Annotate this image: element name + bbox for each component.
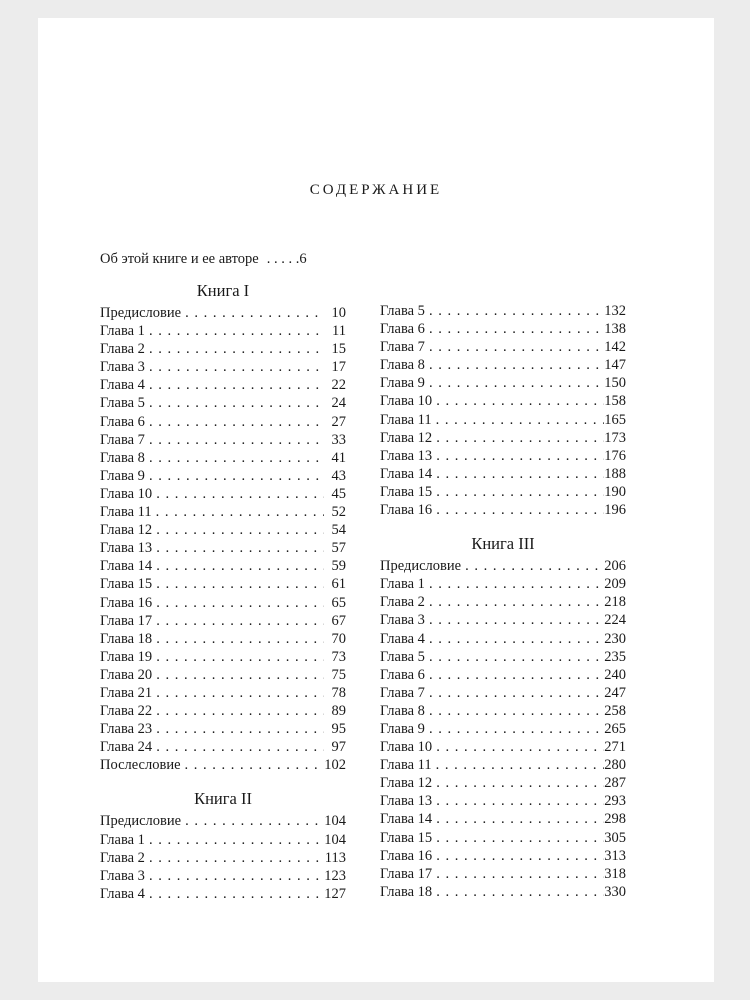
toc-entry-page: 150: [604, 375, 626, 392]
toc-entry[interactable]: [380, 883, 626, 901]
toc-entry-page: 15: [331, 341, 346, 358]
toc-entry-label: Глава 17: [100, 612, 153, 629]
toc-entry-label: Глава 1: [100, 831, 145, 848]
toc-leader-dots: [152, 684, 324, 702]
toc-entry-page: 65: [331, 594, 346, 611]
toc-entry-label: Глава 8: [380, 702, 425, 719]
book-1-title: Книга I: [196, 281, 250, 300]
toc-entry-label: Глава 8: [100, 449, 145, 466]
toc-entry-page: 258: [604, 702, 626, 719]
toc-entry-page: 235: [604, 648, 626, 665]
toc-entry[interactable]: [100, 539, 346, 557]
toc-entry-page: 176: [604, 447, 626, 464]
toc-entry-label: Глава 16: [380, 847, 433, 864]
toc-entry[interactable]: [380, 465, 626, 483]
toc-entry[interactable]: [380, 666, 626, 684]
toc-leader-dots: [425, 356, 604, 374]
toc-entry-label: Глава 11: [100, 504, 152, 521]
toc-leader-dots: [432, 465, 604, 483]
toc-entry-label: Глава 12: [380, 775, 433, 792]
toc-leader-dots: [152, 557, 324, 575]
toc-entry[interactable]: [380, 501, 626, 519]
toc-leader-dots: [432, 774, 604, 792]
toc-entry-page: 123: [324, 867, 346, 884]
toc-entry-page: 224: [604, 612, 626, 629]
toc-entry-page: 43: [331, 467, 346, 484]
toc-entry-page: 287: [604, 775, 626, 792]
toc-entry[interactable]: [100, 503, 346, 521]
toc-entry-page: 78: [331, 684, 346, 701]
toc-leader-dots: [425, 320, 604, 338]
toc-entry-label: Глава 15: [380, 483, 433, 500]
book-2-title: Книга II: [194, 789, 252, 809]
toc-leader-dots: [145, 831, 324, 849]
toc-entry-page: 45: [331, 485, 346, 502]
toc-entry-label: Глава 15: [100, 576, 153, 593]
toc-entry-label: Глава 2: [100, 341, 145, 358]
toc-column-right: [380, 302, 626, 901]
toc-entry[interactable]: [380, 593, 626, 611]
toc-entry[interactable]: [100, 358, 346, 376]
toc-entry-page: 33: [331, 431, 346, 448]
toc-entry-page: 73: [331, 648, 346, 665]
toc-entry-label: Глава 11: [380, 411, 432, 428]
toc-entry-page: 6: [299, 251, 307, 267]
toc-entry-label: Глава 7: [380, 339, 425, 356]
toc-entry[interactable]: [380, 829, 626, 847]
toc-entry-page: 190: [604, 483, 626, 500]
toc-entry-label: Глава 21: [100, 684, 153, 701]
toc-entry-page: 271: [604, 739, 626, 756]
toc-entry-page: 97: [331, 739, 346, 756]
toc-entry-label: Глава 9: [380, 720, 425, 737]
document-page: [38, 18, 714, 982]
toc-leader-dots: [432, 447, 604, 465]
toc-entry-label: Глава 1: [100, 323, 145, 340]
toc-leader-dots: [425, 611, 604, 629]
toc-entry[interactable]: [380, 447, 626, 465]
toc-leader-dots: [145, 431, 324, 449]
toc-entry-label: Глава 13: [380, 447, 433, 464]
toc-leader-dots: [152, 575, 324, 593]
toc-entry-page: 138: [604, 321, 626, 338]
toc-entry-label: Глава 13: [100, 540, 153, 557]
toc-entry[interactable]: [100, 684, 346, 702]
toc-entry-label: Глава 9: [380, 375, 425, 392]
page-title: СОДЕРЖАНИЕ: [309, 182, 443, 198]
toc-entry-label: Глава 19: [100, 648, 153, 665]
toc-entry-page: 75: [331, 666, 346, 683]
toc-entry[interactable]: [100, 612, 346, 630]
toc-entry-page: 313: [604, 847, 626, 864]
toc-entry-label: Глава 10: [380, 393, 433, 410]
toc-entry-page: 17: [331, 359, 346, 376]
toc-entry[interactable]: [100, 812, 346, 830]
toc-entry[interactable]: [380, 611, 626, 629]
toc-entry-label: Глава 15: [380, 829, 433, 846]
toc-entry[interactable]: [380, 756, 626, 774]
book-1-entries: [100, 304, 346, 774]
toc-entry-page: 147: [604, 357, 626, 374]
toc-entry-page: 24: [331, 395, 346, 412]
toc-entry-page: 67: [331, 612, 346, 629]
toc-leader-dots: [425, 302, 604, 320]
toc-leader-dots: [432, 429, 604, 447]
toc-entry-label: Глава 16: [100, 594, 153, 611]
toc-entry-label: Глава 3: [100, 359, 145, 376]
toc-leader-dots: [145, 849, 324, 867]
toc-leader-dots: [152, 702, 324, 720]
toc-entry-label: Глава 18: [380, 883, 433, 900]
toc-entry[interactable]: [380, 557, 626, 575]
toc-entry[interactable]: [100, 594, 346, 612]
toc-entry-label: Глава 2: [380, 594, 425, 611]
toc-entry-label: Глава 3: [100, 867, 145, 884]
toc-entry-page: 142: [604, 339, 626, 356]
toc-entry[interactable]: [380, 302, 626, 320]
toc-entry-page: 113: [324, 849, 346, 866]
toc-entry-label: Глава 6: [380, 321, 425, 338]
toc-leader-dots: [145, 885, 324, 903]
toc-entry-label: Глава 8: [380, 357, 425, 374]
toc-entry[interactable]: [100, 521, 346, 539]
toc-leader-dots: [145, 394, 324, 412]
toc-leader-dots: [432, 829, 604, 847]
toc-entry-page: 230: [604, 630, 626, 647]
toc-entry-label: Глава 23: [100, 721, 153, 738]
toc-entry-label: Глава 11: [380, 757, 432, 774]
toc-entry-intro[interactable]: [100, 250, 350, 268]
toc-entry-label: Послесловие: [100, 757, 181, 774]
toc-entry[interactable]: [100, 413, 346, 431]
toc-entry-label: Глава 13: [380, 793, 433, 810]
toc-entry-label: Глава 5: [380, 648, 425, 665]
toc-entry[interactable]: [100, 849, 346, 867]
toc-entry[interactable]: [380, 429, 626, 447]
toc-entry-label: Глава 7: [100, 431, 145, 448]
toc-entry[interactable]: [100, 376, 346, 394]
toc-entry-label: Предисловие: [100, 813, 182, 830]
toc-entry-label: Глава 5: [100, 395, 145, 412]
toc-entry[interactable]: [380, 392, 626, 410]
toc-entry-label: Предисловие: [100, 305, 182, 321]
toc-leader-dots: [425, 648, 604, 666]
toc-leader-dots: [152, 521, 324, 539]
toc-entry-label: Глава 6: [380, 666, 425, 683]
toc-leader-dots: [432, 392, 604, 410]
toc-entry-label: Глава 12: [380, 429, 433, 446]
toc-entry-label: Глава 4: [100, 377, 145, 394]
toc-entry-page: 22: [331, 377, 346, 394]
toc-entry-label: Глава 4: [380, 630, 425, 647]
toc-entry[interactable]: [380, 374, 626, 392]
toc-leader-dots: [432, 847, 604, 865]
toc-entry[interactable]: [100, 575, 346, 593]
toc-entry-page: 11: [332, 323, 346, 340]
toc-leader-dots: [425, 666, 604, 684]
toc-entry-page: 330: [604, 883, 626, 900]
toc-entry-label: Глава 16: [380, 502, 433, 519]
toc-entry[interactable]: [380, 865, 626, 883]
toc-entry[interactable]: [380, 774, 626, 792]
toc-entry-page: 59: [331, 558, 346, 575]
toc-leader-dots: [425, 702, 604, 720]
toc-entry-label: Глава 22: [100, 703, 153, 720]
toc-leader-dots: [152, 666, 324, 684]
toc-entry-page: 104: [324, 831, 346, 848]
toc-leader-dots: . . . . .: [266, 251, 300, 267]
toc-leader-dots: [432, 810, 604, 828]
toc-entry-label: Глава 1: [380, 576, 425, 593]
toc-entry[interactable]: [380, 847, 626, 865]
toc-leader-dots: [432, 756, 604, 774]
toc-entry-label: Глава 17: [380, 865, 433, 882]
toc-entry-page: 293: [604, 793, 626, 810]
toc-entry-page: 70: [331, 630, 346, 647]
book-3-entries: [380, 557, 626, 901]
toc-leader-dots: [181, 304, 324, 322]
toc-leader-dots: [425, 630, 604, 648]
toc-entry-page: 218: [604, 594, 626, 611]
toc-entry-page: 247: [604, 684, 626, 701]
toc-leader-dots: [432, 411, 604, 429]
toc-entry[interactable]: [380, 720, 626, 738]
toc-entry-page: 158: [604, 393, 626, 410]
toc-leader-dots: [145, 467, 324, 485]
toc-entry[interactable]: [100, 394, 346, 412]
toc-entry-label: Глава 2: [100, 849, 145, 866]
toc-entry-label: Глава 7: [380, 684, 425, 701]
toc-entry[interactable]: [380, 684, 626, 702]
toc-leader-dots: [432, 883, 604, 901]
toc-entry[interactable]: [100, 720, 346, 738]
book-2-entries-part-1: [100, 812, 346, 902]
toc-entry[interactable]: [100, 630, 346, 648]
toc-leader-dots: [145, 340, 324, 358]
toc-entry[interactable]: [100, 467, 346, 485]
toc-entry[interactable]: [100, 831, 346, 849]
toc-entry[interactable]: [100, 304, 346, 322]
toc-entry[interactable]: [380, 411, 626, 429]
toc-entry-label: Глава 3: [380, 612, 425, 629]
toc-entry-page: 165: [604, 411, 626, 428]
toc-entry-page: 102: [324, 757, 346, 774]
toc-entry-label: Глава 24: [100, 739, 153, 756]
toc-leader-dots: [145, 358, 324, 376]
toc-entry-page: 52: [331, 504, 346, 521]
toc-entry[interactable]: [380, 810, 626, 828]
toc-entry[interactable]: [100, 485, 346, 503]
toc-entry[interactable]: [380, 702, 626, 720]
toc-leader-dots: [152, 485, 324, 503]
toc-leader-dots: [425, 684, 604, 702]
toc-leader-dots: [152, 720, 324, 738]
toc-leader-dots: [432, 792, 604, 810]
toc-entry-label: Глава 5: [380, 303, 425, 319]
toc-entry[interactable]: [100, 702, 346, 720]
toc-leader-dots: [425, 575, 604, 593]
toc-entry[interactable]: [100, 431, 346, 449]
toc-leader-dots: [152, 503, 324, 521]
toc-entry[interactable]: [380, 338, 626, 356]
toc-leader-dots: [181, 812, 324, 830]
toc-entry-page: 240: [604, 666, 626, 683]
toc-leader-dots: [145, 867, 324, 885]
toc-entry[interactable]: [380, 792, 626, 810]
toc-leader-dots: [432, 483, 604, 501]
toc-leader-dots: [145, 449, 324, 467]
toc-entry-page: 280: [604, 757, 626, 774]
toc-entry-page: 54: [331, 522, 346, 539]
toc-entry-page: 305: [604, 829, 626, 846]
toc-entry-page: 298: [604, 811, 626, 828]
toc-column-left: [100, 280, 346, 903]
toc-entry-page: 132: [604, 303, 626, 319]
toc-entry-label: Глава 14: [380, 811, 433, 828]
toc-entry-page: 209: [604, 576, 626, 593]
toc-entry[interactable]: [100, 449, 346, 467]
toc-leader-dots: [425, 338, 604, 356]
toc-leader-dots: [425, 593, 604, 611]
book-3-title: Книга III: [471, 534, 535, 554]
toc-entry-label: Глава 10: [380, 739, 433, 756]
toc-leader-dots: [432, 501, 604, 519]
toc-entry-page: 104: [324, 813, 346, 830]
toc-entry-label: Глава 9: [100, 467, 145, 484]
toc-entry[interactable]: [380, 356, 626, 374]
toc-entry-label: Глава 18: [100, 630, 153, 647]
toc-entry[interactable]: [100, 666, 346, 684]
toc-leader-dots: [145, 376, 324, 394]
toc-entry-page: 318: [604, 865, 626, 882]
toc-entry-page: 27: [331, 413, 346, 430]
toc-leader-dots: [181, 756, 324, 774]
toc-entry-page: 188: [604, 465, 626, 482]
toc-entry-page: 95: [331, 721, 346, 738]
toc-leader-dots: [432, 865, 604, 883]
toc-entry-page: 57: [331, 540, 346, 557]
toc-leader-dots: [425, 720, 604, 738]
toc-entry[interactable]: [380, 738, 626, 756]
toc-entry-page: 41: [331, 449, 346, 466]
toc-entry[interactable]: [100, 340, 346, 358]
toc-entry-page: 206: [604, 558, 626, 575]
toc-entry-label: Глава 20: [100, 666, 153, 683]
toc-leader-dots: [145, 322, 324, 340]
toc-leader-dots: [152, 648, 324, 666]
toc-entry-label: Глава 10: [100, 485, 153, 502]
book-2-entries-part-2: [380, 302, 626, 519]
toc-entry-page: 127: [324, 885, 346, 902]
toc-entry-page: 10: [331, 305, 346, 321]
toc-leader-dots: [432, 738, 604, 756]
toc-entry[interactable]: [380, 575, 626, 593]
toc-entry[interactable]: [100, 738, 346, 756]
toc-entry[interactable]: [380, 320, 626, 338]
toc-leader-dots: [425, 374, 604, 392]
toc-entry[interactable]: [100, 322, 346, 340]
toc-entry[interactable]: [100, 867, 346, 885]
toc-entry-label: Об этой книге и ее авторе: [100, 251, 259, 267]
toc-leader-dots: [145, 413, 324, 431]
toc-entry-page: 61: [331, 576, 346, 593]
toc-entry-page: 89: [331, 703, 346, 720]
toc-entry[interactable]: [100, 557, 346, 575]
toc-entry[interactable]: [380, 648, 626, 666]
toc-leader-dots: [152, 612, 324, 630]
toc-leader-dots: [152, 539, 324, 557]
toc-entry-label: Глава 4: [100, 885, 145, 902]
toc-entry-label: Глава 14: [380, 465, 433, 482]
toc-entry-page: 173: [604, 429, 626, 446]
toc-entry[interactable]: [380, 483, 626, 501]
toc-entry[interactable]: [100, 648, 346, 666]
toc-entry-label: Глава 6: [100, 413, 145, 430]
toc-entry-label: Глава 14: [100, 558, 153, 575]
toc-leader-dots: [152, 630, 324, 648]
toc-entry[interactable]: [380, 630, 626, 648]
toc-leader-dots: [461, 557, 604, 575]
toc-leader-dots: [152, 738, 324, 756]
toc-entry[interactable]: [100, 885, 346, 903]
toc-entry-label: Глава 12: [100, 522, 153, 539]
toc-entry-label: Предисловие: [380, 558, 462, 575]
toc-entry-page: 196: [604, 502, 626, 519]
toc-entry[interactable]: [100, 756, 346, 774]
toc-entry-page: 265: [604, 720, 626, 737]
toc-leader-dots: [152, 594, 324, 612]
